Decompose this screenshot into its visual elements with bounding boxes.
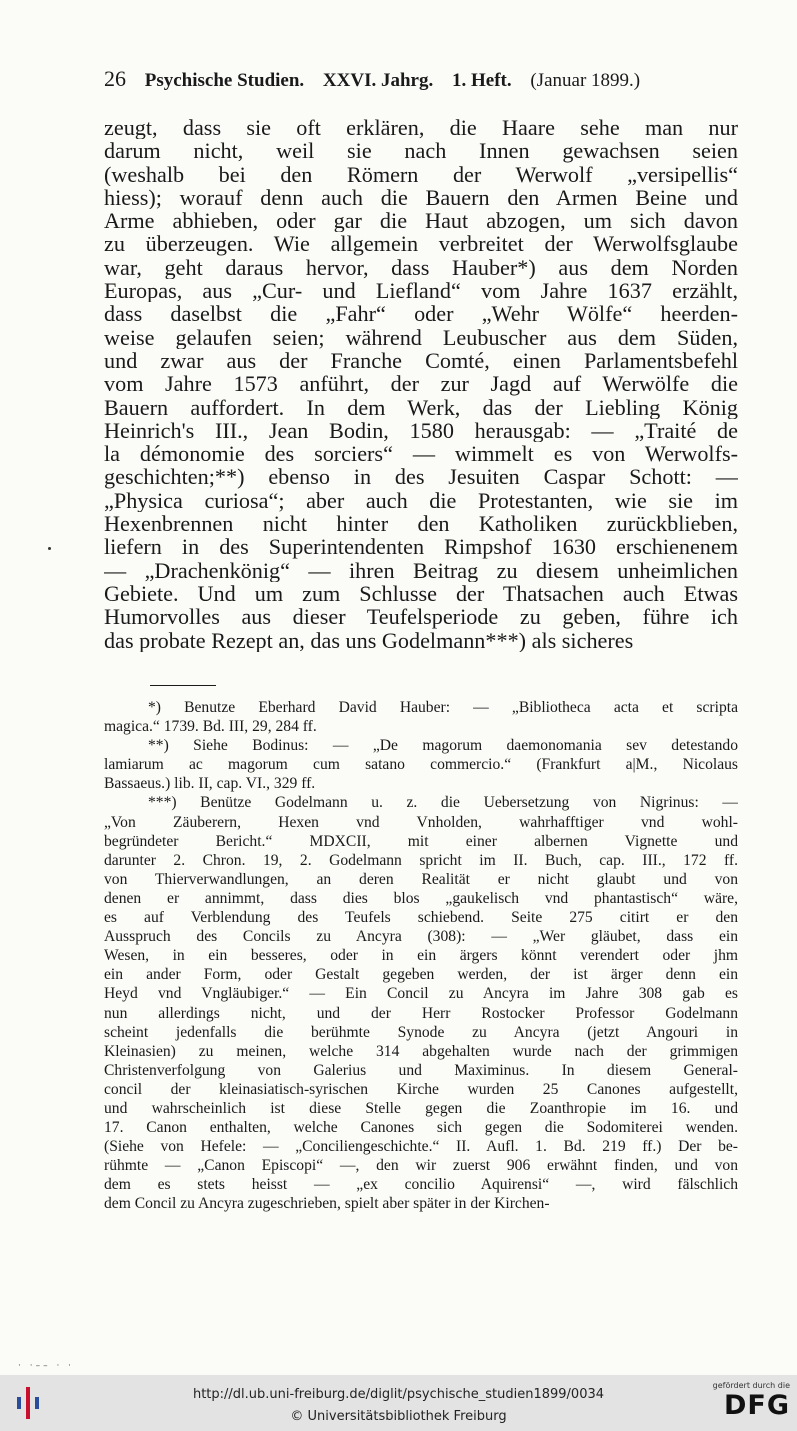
text-line: Humorvolles aus dieser Teufelsperiode zu geben, führe ich <box>104 605 738 629</box>
text-line: vom Jahre 1573 anführt, der zur Jagd auf Werwölfe die <box>104 372 738 396</box>
footnote-line: lamiarum ac magorum cum satano commercio.“ (Frankfurt a|M., Nicolaus <box>104 756 738 774</box>
text-line: darum nicht, weil sie nach Innen gewachsen seien <box>104 139 738 163</box>
journal-title: Psychische Studien. <box>144 70 305 91</box>
text-line: Gebiete. Und um zum Schlusse der Thatsachen auch Etwas <box>104 581 738 606</box>
dfg-logo-text: DFG <box>723 1390 790 1421</box>
volume-label: XXVI. Jahrg. <box>322 70 434 91</box>
footnote-line: nun allerdings nicht, und der Herr Rostocker Professor Godelmann <box>104 1004 738 1022</box>
footnote-line: denen er annimmt, dass dies blos „gaukelisch vnd phantastisch“ wäre, <box>104 889 738 907</box>
footnote-line: Wesen, in ein besseres, oder in ein ärgers könnt verendert oder jhm <box>104 947 738 965</box>
footnote-line: 17. Canon enthalten, welche Canones sich gegen die Sodomiterei wenden. <box>104 1119 738 1137</box>
footnote-line: ***) Benütze Godelmann u. z. die Uebersetzung von Nigrinus: — <box>148 794 738 812</box>
viewer-footer <box>0 1375 797 1431</box>
issue-date: (Januar 1899.) <box>530 70 641 91</box>
text-line: Europas, aus „Cur- und Liefland“ vom Jahre 1637 erzählt, <box>104 279 738 303</box>
permalink-url[interactable]: http://dl.ub.uni-freiburg.de/diglit/psychische_studien1899/0034 <box>192 1387 605 1402</box>
text-line: Bauern auffordert. In dem Werk, das der Liebling König <box>104 395 738 419</box>
text-line: weise gelaufen seien; während Leubuscher aus dem Süden, <box>104 325 738 349</box>
footnote-line: darunter 2. Chron. 19, 2. Godelmann spricht im II. Buch, cap. III., 172 ff. <box>104 851 738 869</box>
footnote-line: „Von Zäuberern, Hexen vnd Vnholden, wahrhafftiger vnd wohl- <box>104 813 738 831</box>
copyright-notice: © Universitätsbibliothek Freiburg <box>290 1409 507 1424</box>
dfg-logo[interactable] <box>700 1381 790 1427</box>
footnote-line: es auf Verblendung des Teufels schiebend. Seite 275 citirt er den <box>104 909 738 927</box>
dfg-caption: gefördert durch die <box>712 1381 790 1390</box>
text-line: Heinrich's III., Jean Bodin, 1580 herausgab: — „Traité de <box>104 418 738 443</box>
footnotes <box>104 698 738 1214</box>
text-line: zeugt, dass sie oft erklären, die Haare sehe man nur <box>104 116 738 140</box>
text-line: das probate Rezept an, das uns Godelmann***) als sicheres <box>104 628 634 652</box>
text-line: war, geht daraus hervor, dass Hauber*) aus dem Norden <box>104 255 738 280</box>
margin-mark <box>48 547 51 550</box>
text-line: geschichten;**) ebenso in des Jesuiten Caspar Schott: — <box>104 465 738 489</box>
text-line: „Physica curiosa“; aber auch die Protestanten, wie sie im <box>104 488 738 513</box>
running-header <box>104 66 744 94</box>
issue-label: 1. Heft. <box>451 70 512 91</box>
text-line: Hexenbrennen nicht hinter den Katholiken zurückblieben, <box>104 512 738 536</box>
footnote-line: **) Siehe Bodinus: — „De magorum daemonomania sev detestando <box>148 737 738 755</box>
text-line: hiess); worauf denn auch die Bauern den Armen Beine und <box>104 185 738 210</box>
main-text <box>104 116 738 652</box>
footnote-line: von Thierverwandlungen, an deren Realität er nicht glaubt und von <box>104 870 738 888</box>
footnote-line: *) Benutze Eberhard David Hauber: — „Bibliotheca acta et scripta <box>148 699 738 716</box>
scan-artifact: · ·–– · · <box>18 1361 75 1371</box>
footnote-line: Kleinasien) zu meinen, welche 314 abgehalten wurde nach der grimmigen <box>104 1042 738 1060</box>
text-line: und zwar aus der Franche Comté, einen Parlamentsbefehl <box>104 348 738 373</box>
text-line: liefern in des Superintendenten Rimpshof 1630 erschienenem <box>104 535 738 559</box>
footnote-line: ein ander Form, oder Gestalt gegeben werden, der ist ärger denn ein <box>104 966 738 984</box>
text-line: Arme abhieben, oder gar die Haut abzogen, um sich davon <box>104 209 738 233</box>
text-line: (weshalb bei den Römern der Werwolf „versipellis“ <box>104 162 738 186</box>
footnote-line: Bassaeus.) lib. II, cap. VI., 329 ff. <box>104 775 316 793</box>
footnote-line: scheint jedenfalls die berühmte Synode zu Ancyra (jetzt Angouri in <box>104 1023 738 1041</box>
text-line: zu überzeugen. Wie allgemein verbreitet der Werwolfsglaube <box>104 232 738 256</box>
footnote-line: magica.“ 1739. Bd. III, 29, 284 ff. <box>104 718 317 736</box>
footnote-line: Christenverfolgung von Galerius und Maximinus. In diesem General- <box>104 1061 738 1079</box>
footnote-separator <box>150 685 216 686</box>
footnote-line: begründeter Bericht.“ MDXCII, mit einer albernen Vignette und <box>104 832 738 850</box>
footnote-line: dem es stets heisst — „ex concilio Aquirensi“ —, wird fälschlich <box>104 1176 738 1194</box>
footnote-line: Ausspruch des Concils zu Ancyra (308): — „Wer gläubet, dass ein <box>104 928 738 946</box>
text-line: dass daselbst die „Fahr“ oder „Wehr Wölfe“ heerden- <box>104 302 738 326</box>
text-line: la démonomie des sorciers“ — wimmelt es von Werwolfs- <box>104 442 738 466</box>
text-line: — „Drachenkönig“ — ihren Beitrag zu diesem unheimlichen <box>104 558 738 582</box>
footnote-line: (Siehe von Hefele: — „Conciliengeschichte.“ II. Aufl. 1. Bd. 219 ff.) Der be- <box>104 1138 738 1156</box>
footnote-line: dem Concil zu Ancyra zugeschrieben, spielt aber später in der Kirchen- <box>104 1195 550 1213</box>
footnote-line: und wahrscheinlich ist diese Stelle gegen die Zoanthropie im 16. und <box>104 1099 738 1117</box>
footnote-line: Heyd vnd Vngläubiger.“ — Ein Concil zu Ancyra im Jahre 308 gab es <box>104 985 738 1003</box>
footnote-line: rühmte — „Canon Episcopi“ —, den wir zuerst 906 erwähnt finden, und von <box>104 1157 738 1175</box>
footnote-line: concil der kleinasiatisch-syrischen Kirche wurden 25 Canones aufgestellt, <box>104 1080 738 1098</box>
page-number: 26 <box>104 66 126 91</box>
